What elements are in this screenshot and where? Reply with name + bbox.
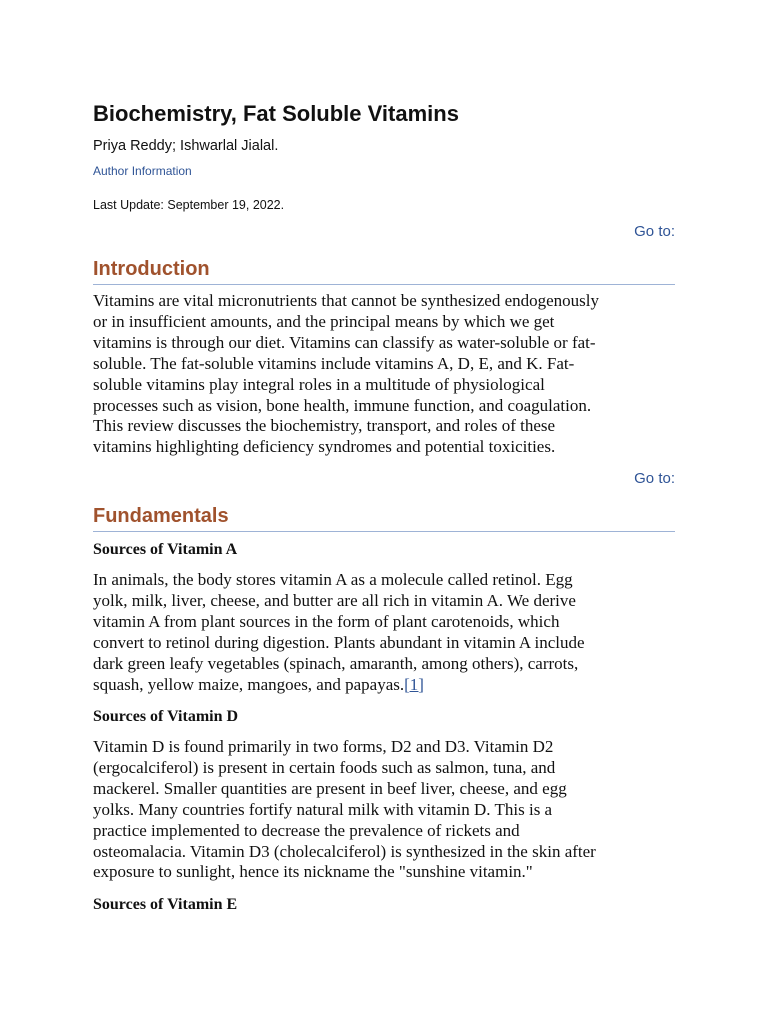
text-line: vitamins highlighting deficiency syndromes and potential toxicities. xyxy=(93,437,556,457)
text-line: soluble vitamins play integral roles in a multitude of physiological xyxy=(93,374,545,394)
text-line: osteomalacia. Vitamin D3 (cholecalciferol) is synthesized in the skin after xyxy=(93,841,596,861)
text-line: yolks. Many countries fortify natural milk with vitamin D. This is a xyxy=(93,799,553,819)
text-line xyxy=(93,675,675,696)
text-line: dark green leafy vegetables (spinach, amaranth, among others), carrots, xyxy=(93,653,579,673)
text-line: This review discusses the biochemistry, transport, and roles of these xyxy=(93,416,556,436)
section-heading-introduction: Introduction xyxy=(93,256,675,285)
text-line: convert to retinol during digestion. Plants abundant in vitamin A include xyxy=(93,632,585,652)
text-segment: squash, yellow maize, mangoes, and papayas. xyxy=(93,674,405,694)
text-line: soluble. The fat-soluble vitamins include vitamins A, D, E, and K. Fat- xyxy=(93,353,575,373)
goto-link-introduction[interactable]: Go to: xyxy=(634,223,675,240)
section-heading-fundamentals: Fundamentals xyxy=(93,503,675,532)
text-line: Vitamin D is found primarily in two forms, D2 and D3. Vitamin D2 xyxy=(93,737,554,756)
text-line: practice implemented to decrease the prevalence of rickets and xyxy=(93,820,520,840)
text-line: vitamins is through our diet. Vitamins can classify as water-soluble or fat- xyxy=(93,332,596,352)
text-line: exposure to sunlight, hence its nickname the "sunshine vitamin." xyxy=(93,862,533,882)
text-line: Vitamins are vital micronutrients that cannot be synthesized endogenously xyxy=(93,291,600,310)
author-information-link[interactable]: Author Information xyxy=(93,164,192,178)
page-title: Biochemistry, Fat Soluble Vitamins xyxy=(93,101,459,126)
text-line: processes such as vision, bone health, immune function, and coagulation. xyxy=(93,395,592,415)
last-update-date: Last Update: September 19, 2022. xyxy=(93,198,285,212)
introduction-paragraph xyxy=(93,291,675,458)
goto-link-fundamentals[interactable]: Go to: xyxy=(634,470,675,487)
text-line: yolk, milk, liver, cheese, and butter are all rich in vitamin A. We derive xyxy=(93,590,576,610)
text-line: mackerel. Smaller quantities are present in beef liver, cheese, and egg xyxy=(93,778,567,798)
vitamin-d-paragraph xyxy=(93,737,675,883)
vitamin-a-paragraph xyxy=(93,570,675,695)
text-line: vitamin A from plant sources in the form of plant carotenoids, which xyxy=(93,611,560,631)
subheading-vitamin-d-sources: Sources of Vitamin D xyxy=(93,708,239,725)
subheading-vitamin-e-sources: Sources of Vitamin E xyxy=(93,896,238,913)
text-line: In animals, the body stores vitamin A as a molecule called retinol. Egg xyxy=(93,570,573,589)
author-list: Priya Reddy; Ishwarlal Jialal. xyxy=(93,138,279,154)
subheading-vitamin-a-sources: Sources of Vitamin A xyxy=(93,541,238,558)
text-line: or in insufficient amounts, and the principal means by which we get xyxy=(93,311,555,331)
text-line: (ergocalciferol) is present in certain foods such as salmon, tuna, and xyxy=(93,757,556,777)
reference-link-1[interactable]: [1] xyxy=(404,674,424,694)
